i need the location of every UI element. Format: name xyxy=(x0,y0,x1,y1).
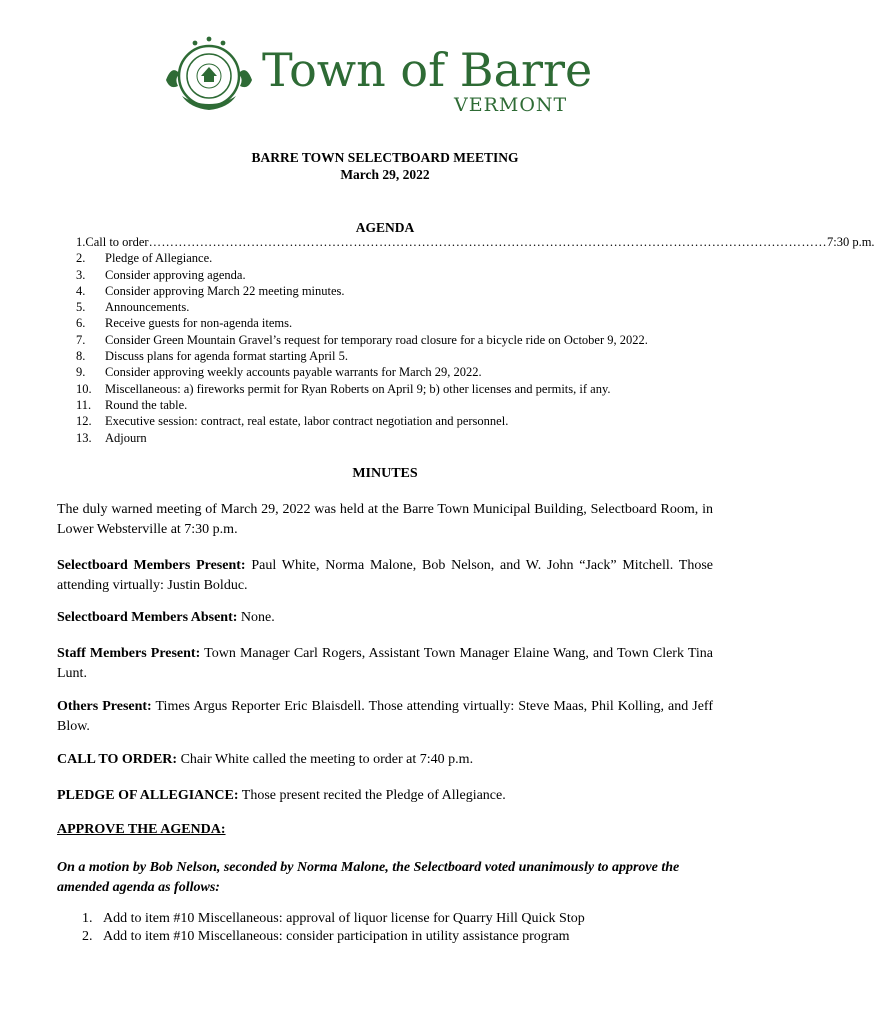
agenda-item-text: Consider approving March 22 meeting minutes. xyxy=(105,283,345,298)
agenda-item xyxy=(76,348,716,364)
agenda-item-time: 7:30 p.m. xyxy=(826,235,875,249)
agenda-item-number: 4. xyxy=(76,283,86,298)
agenda-item xyxy=(76,234,875,250)
agenda-item xyxy=(76,430,716,446)
pledge-paragraph xyxy=(57,786,713,806)
amendment-number: 1. xyxy=(82,911,93,926)
agenda-item-text: Pledge of Allegiance. xyxy=(105,251,213,266)
call-to-order-paragraph xyxy=(57,750,713,770)
agenda-item xyxy=(76,381,716,397)
agenda-item xyxy=(76,267,716,283)
amendment-list xyxy=(82,910,585,946)
members-absent-label: Selectboard Members Absent: xyxy=(57,610,238,625)
town-seal-icon xyxy=(179,46,239,106)
agenda-item-text: Adjourn xyxy=(105,430,147,445)
agenda-item xyxy=(76,364,716,380)
others-present-paragraph xyxy=(57,697,713,737)
agenda-item-text: Miscellaneous: a) fireworks permit for Ryan Roberts on April 9; b) other licenses and permits, if any. xyxy=(105,381,611,396)
agenda-item-number: 12. xyxy=(76,414,92,429)
agenda-item-number: 7. xyxy=(76,332,86,347)
seal-stars-icon xyxy=(193,37,226,46)
agenda-item-text: Round the table. xyxy=(105,397,188,412)
agenda-list xyxy=(76,234,875,446)
meeting-date: March 29, 2022 xyxy=(340,167,430,182)
agenda-item-text: Discuss plans for agenda format starting April 5. xyxy=(105,349,349,364)
agenda-item-number: 8. xyxy=(76,349,86,364)
call-to-order-text: Chair White called the meeting to order at 7:40 p.m. xyxy=(180,752,474,767)
agenda-item-text: Consider Green Mountain Gravel’s request for temporary road closure for a bicycle ride on October 9, 2022. xyxy=(105,332,648,347)
agenda-item-number: 6. xyxy=(76,316,86,331)
town-seal-and-wordmark xyxy=(164,34,593,116)
agenda-item-text: Receive guests for non-agenda items. xyxy=(105,316,293,331)
staff-present-paragraph xyxy=(57,644,713,684)
agenda-item-number: 11. xyxy=(76,397,92,412)
agenda-item xyxy=(76,397,716,413)
agenda-item xyxy=(76,283,716,299)
pledge-label: PLEDGE OF ALLEGIANCE: xyxy=(57,788,239,803)
call-to-order-label: CALL TO ORDER: xyxy=(57,752,178,767)
others-present-label: Others Present: xyxy=(57,699,152,714)
agenda-item xyxy=(76,299,716,315)
agenda-item-number: 9. xyxy=(76,365,86,380)
agenda-item-number: 2. xyxy=(76,251,86,266)
pledge-text: Those present recited the Pledge of Allegiance. xyxy=(241,788,506,803)
members-present-label: Selectboard Members Present: xyxy=(57,558,246,573)
motion-text: On a motion by Bob Nelson, seconded by Norma Malone, the Selectboard voted unanimously to approve the amended agenda as follows: xyxy=(57,860,680,895)
agenda-item-number: 1. xyxy=(76,235,86,249)
agenda-item xyxy=(76,250,716,266)
staff-present-text: Town Manager Carl Rogers, Assistant Town Manager Elaine Wang, and Town Clerk Tina Lunt. xyxy=(57,646,713,681)
members-present-paragraph xyxy=(57,556,713,596)
wordmark-text: Town of Barre xyxy=(262,43,593,97)
agenda-item-text: Consider approving agenda. xyxy=(105,267,246,282)
agenda-item-text: Consider approving weekly accounts payable warrants for March 29, 2022. xyxy=(105,365,482,380)
town-logo xyxy=(164,34,593,116)
agenda-item xyxy=(76,332,716,348)
agenda-item-number: 5. xyxy=(76,300,86,315)
agenda-item-number: 10. xyxy=(76,381,92,396)
agenda-item-text: Executive session: contract, real estate, labor contract negotiation and personnel. xyxy=(105,414,509,429)
approve-agenda-heading: APPROVE THE AGENDA: xyxy=(57,822,226,837)
agenda-item-number: 13. xyxy=(76,430,92,445)
wordmark-subtitle: VERMONT xyxy=(454,94,568,116)
agenda-item-text: Announcements. xyxy=(105,300,190,315)
agenda-item xyxy=(76,413,716,429)
members-absent-paragraph xyxy=(57,608,713,628)
amendment-text: Add to item #10 Miscellaneous: consider participation in utility assistance program xyxy=(103,929,570,944)
staff-present-label: Staff Members Present: xyxy=(57,646,201,661)
minutes-heading: MINUTES xyxy=(352,466,418,481)
meeting-title: BARRE TOWN SELECTBOARD MEETING xyxy=(251,150,519,165)
minutes-intro: The duly warned meeting of March 29, 2022 was held at the Barre Town Municipal Building, Selectboard Room, in Lower Websterville at 7:30 p.m. xyxy=(57,502,713,537)
agenda-heading: AGENDA xyxy=(355,220,415,235)
others-present-text: Times Argus Reporter Eric Blaisdell. Those attending virtually: Steve Maas, Phil Kolling, and Jeff Blow. xyxy=(57,699,714,734)
amendment-number: 2. xyxy=(82,929,93,944)
amendment-item xyxy=(82,910,585,928)
agenda-item-text: Call to order xyxy=(85,235,149,249)
amendment-text: Add to item #10 Miscellaneous: approval of liquor license for Quarry Hill Quick Stop xyxy=(103,911,585,926)
members-absent-text: None. xyxy=(240,610,275,625)
members-present-text: Paul White, Norma Malone, Bob Nelson, and W. John “Jack” Mitchell. Those attending virtually: Justin Bolduc. xyxy=(57,558,713,593)
amendment-item xyxy=(82,928,585,946)
agenda-item-number: 3. xyxy=(76,267,86,282)
dot-leader: …………………………………………………………………………………………………………………………………………… xyxy=(148,235,827,249)
agenda-item xyxy=(76,315,716,331)
